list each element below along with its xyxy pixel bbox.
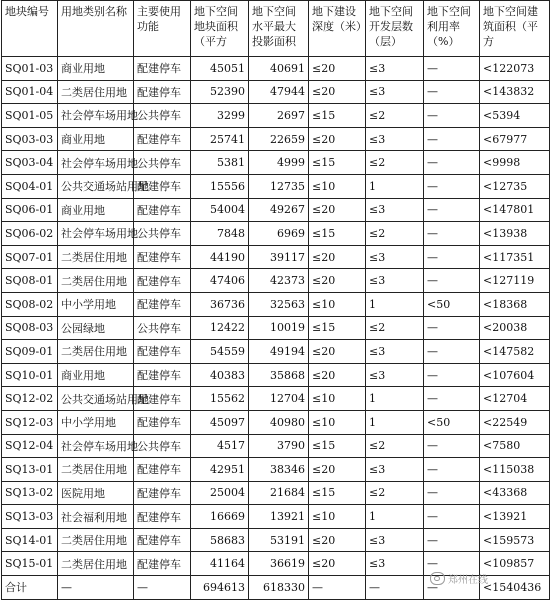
- table-cell: —: [58, 576, 134, 600]
- table-cell: —: [424, 552, 480, 576]
- table-cell: 4517: [191, 434, 249, 458]
- table-cell: <18368: [480, 292, 550, 316]
- table-row: [2, 57, 550, 81]
- table-cell: 医院用地: [58, 481, 134, 505]
- table-cell: 10019: [249, 316, 309, 340]
- table-cell: 5381: [191, 151, 249, 175]
- table-cell: ≤3: [366, 340, 424, 364]
- table-cell: ≤3: [366, 269, 424, 293]
- table-cell: 35868: [249, 363, 309, 387]
- table-cell: SQ13-02: [2, 481, 58, 505]
- table-cell: 15562: [191, 387, 249, 411]
- table-row: [2, 104, 550, 128]
- table-body: [2, 57, 550, 600]
- table-cell: 商业用地: [58, 198, 134, 222]
- table-cell: —: [424, 151, 480, 175]
- table-row: [2, 410, 550, 434]
- table-header-row: [2, 1, 550, 57]
- table-cell: 配建停车: [134, 552, 191, 576]
- table-cell: ≤20: [309, 269, 366, 293]
- table-cell: 配建停车: [134, 174, 191, 198]
- table-cell: SQ06-01: [2, 198, 58, 222]
- table-cell: 15556: [191, 174, 249, 198]
- table-cell: 1: [366, 292, 424, 316]
- table-cell: <67977: [480, 127, 550, 151]
- column-header: 用地类别名称: [58, 1, 134, 57]
- table-cell: 694613: [191, 576, 249, 600]
- table-cell: 公共交通场站用地: [58, 387, 134, 411]
- table-cell: —: [424, 104, 480, 128]
- table-cell: SQ04-01: [2, 174, 58, 198]
- table-cell: <50: [424, 410, 480, 434]
- table-cell: 二类居住用地: [58, 80, 134, 104]
- table-cell: 45097: [191, 410, 249, 434]
- table-cell: ≤20: [309, 528, 366, 552]
- table-cell: SQ12-03: [2, 410, 58, 434]
- table-cell: <109857: [480, 552, 550, 576]
- table-cell: 配建停车: [134, 410, 191, 434]
- table-cell: —: [134, 576, 191, 600]
- column-header: 地下空间建筑面积（平方: [480, 1, 550, 57]
- table-cell: —: [424, 505, 480, 529]
- table-cell: 二类居住用地: [58, 528, 134, 552]
- table-cell: —: [424, 387, 480, 411]
- table-cell: 配建停车: [134, 363, 191, 387]
- column-header: 地块编号: [2, 1, 58, 57]
- table-cell: ≤20: [309, 340, 366, 364]
- table-cell: 商业用地: [58, 127, 134, 151]
- table-cell: —: [424, 458, 480, 482]
- table-cell: 社会停车场用地: [58, 222, 134, 246]
- table-cell: SQ08-03: [2, 316, 58, 340]
- watermark-text: 郑州在线: [448, 575, 488, 586]
- table-cell: 6969: [249, 222, 309, 246]
- table-cell: —: [424, 528, 480, 552]
- table-cell: <43368: [480, 481, 550, 505]
- table-row: [2, 363, 550, 387]
- table-cell: <107604: [480, 363, 550, 387]
- table-cell: ≤20: [309, 127, 366, 151]
- table-cell: ≤10: [309, 387, 366, 411]
- table-cell: ≤10: [309, 505, 366, 529]
- table-cell: 49194: [249, 340, 309, 364]
- table-cell: —: [424, 269, 480, 293]
- table-cell: 配建停车: [134, 198, 191, 222]
- table-cell: ≤20: [309, 552, 366, 576]
- land-parcel-table: [1, 0, 550, 600]
- table-cell: ≤15: [309, 222, 366, 246]
- column-header: 地下空间利用率（%）: [424, 1, 480, 57]
- table-cell: SQ12-02: [2, 387, 58, 411]
- column-header: 主要使用功能: [134, 1, 191, 57]
- table-cell: SQ14-01: [2, 528, 58, 552]
- table-cell: 47944: [249, 80, 309, 104]
- table-cell: <7580: [480, 434, 550, 458]
- table-cell: <115038: [480, 458, 550, 482]
- table-cell: <20038: [480, 316, 550, 340]
- table-cell: 1: [366, 174, 424, 198]
- table-cell: 配建停车: [134, 481, 191, 505]
- table-cell: 47406: [191, 269, 249, 293]
- table-cell: 44190: [191, 245, 249, 269]
- table-cell: 53191: [249, 528, 309, 552]
- table-row: [2, 528, 550, 552]
- table-cell: ≤10: [309, 174, 366, 198]
- table-cell: 7848: [191, 222, 249, 246]
- table-cell: ≤2: [366, 481, 424, 505]
- table-cell: 二类居住用地: [58, 552, 134, 576]
- table-row: [2, 387, 550, 411]
- table-cell: 配建停车: [134, 127, 191, 151]
- table-row: [2, 198, 550, 222]
- table-cell: ≤3: [366, 198, 424, 222]
- table-cell: 1: [366, 387, 424, 411]
- table-cell: SQ13-03: [2, 505, 58, 529]
- table-cell: —: [424, 174, 480, 198]
- table-cell: 公园绿地: [58, 316, 134, 340]
- table-row: [2, 127, 550, 151]
- table-cell: SQ01-04: [2, 80, 58, 104]
- table-cell: 12735: [249, 174, 309, 198]
- table-row: [2, 269, 550, 293]
- table-cell: —: [424, 481, 480, 505]
- table-cell: ≤3: [366, 528, 424, 552]
- table-cell: 公共停车: [134, 104, 191, 128]
- table-cell: ≤2: [366, 222, 424, 246]
- table-cell: ≤2: [366, 151, 424, 175]
- table-cell: 25741: [191, 127, 249, 151]
- table-cell: 4999: [249, 151, 309, 175]
- table-cell: 二类居住用地: [58, 269, 134, 293]
- table-cell: 25004: [191, 481, 249, 505]
- table-cell: —: [424, 363, 480, 387]
- table-cell: SQ01-05: [2, 104, 58, 128]
- table-cell: 二类居住用地: [58, 340, 134, 364]
- table-cell: SQ10-01: [2, 363, 58, 387]
- table-cell: SQ08-02: [2, 292, 58, 316]
- table-cell: 中小学用地: [58, 410, 134, 434]
- table-cell: SQ09-01: [2, 340, 58, 364]
- table-cell: 社会停车场用地: [58, 104, 134, 128]
- table-cell: ≤3: [366, 80, 424, 104]
- table-cell: 公共停车: [134, 434, 191, 458]
- table-cell: ≤3: [366, 245, 424, 269]
- table-cell: 2697: [249, 104, 309, 128]
- table-cell: 商业用地: [58, 363, 134, 387]
- table-cell: 22659: [249, 127, 309, 151]
- table-cell: 1: [366, 505, 424, 529]
- table-cell: —: [424, 80, 480, 104]
- table-cell: SQ07-01: [2, 245, 58, 269]
- table-cell: 21684: [249, 481, 309, 505]
- table-cell: 配建停车: [134, 57, 191, 81]
- table-cell: ≤20: [309, 57, 366, 81]
- table-cell: 38346: [249, 458, 309, 482]
- table-cell: —: [309, 576, 366, 600]
- table-cell: —: [366, 576, 424, 600]
- table-cell: ≤15: [309, 104, 366, 128]
- table-cell: 二类居住用地: [58, 458, 134, 482]
- table-cell: ≤15: [309, 151, 366, 175]
- table-cell: 公共交通场站用地: [58, 174, 134, 198]
- table-cell: —: [424, 57, 480, 81]
- table-cell: ≤10: [309, 410, 366, 434]
- table-cell: ≤20: [309, 245, 366, 269]
- table-cell: 13921: [249, 505, 309, 529]
- table-cell: 配建停车: [134, 80, 191, 104]
- table-cell: —: [424, 198, 480, 222]
- table-cell: <127119: [480, 269, 550, 293]
- table-cell: 公共停车: [134, 151, 191, 175]
- table-cell: <147582: [480, 340, 550, 364]
- table-cell: ≤20: [309, 198, 366, 222]
- table-cell: ≤3: [366, 57, 424, 81]
- table-row: [2, 458, 550, 482]
- table-cell: ≤3: [366, 458, 424, 482]
- table-cell: —: [424, 434, 480, 458]
- table-row: [2, 505, 550, 529]
- table-cell: <12735: [480, 174, 550, 198]
- table-cell: ≤3: [366, 552, 424, 576]
- table-cell: —: [424, 316, 480, 340]
- table-cell: 36619: [249, 552, 309, 576]
- table-cell: <159573: [480, 528, 550, 552]
- table-cell: <13938: [480, 222, 550, 246]
- table-cell: 40383: [191, 363, 249, 387]
- table-cell: ≤2: [366, 104, 424, 128]
- column-header: 地下建设深度（米）: [309, 1, 366, 57]
- table-cell: ≤2: [366, 434, 424, 458]
- table-cell: ≤20: [309, 80, 366, 104]
- table-cell: <5394: [480, 104, 550, 128]
- table-row: [2, 222, 550, 246]
- table-cell: 40691: [249, 57, 309, 81]
- table-row: [2, 174, 550, 198]
- table-cell: 社会停车场用地: [58, 434, 134, 458]
- table-cell: <50: [424, 292, 480, 316]
- table-cell: ≤20: [309, 363, 366, 387]
- table-row: [2, 340, 550, 364]
- table-cell: ≤15: [309, 481, 366, 505]
- table-cell: SQ15-01: [2, 552, 58, 576]
- table-cell: <13921: [480, 505, 550, 529]
- total-row: [2, 576, 550, 600]
- table-row: [2, 151, 550, 175]
- table-cell: 配建停车: [134, 505, 191, 529]
- table-cell: ≤2: [366, 316, 424, 340]
- table-cell: <117351: [480, 245, 550, 269]
- table-row: [2, 292, 550, 316]
- table-cell: <22549: [480, 410, 550, 434]
- table-cell: ≤3: [366, 127, 424, 151]
- table-cell: 3790: [249, 434, 309, 458]
- table-cell: 54004: [191, 198, 249, 222]
- table-cell: —: [424, 222, 480, 246]
- table-cell: 58683: [191, 528, 249, 552]
- table-row: [2, 80, 550, 104]
- table-cell: 3299: [191, 104, 249, 128]
- table-cell: 32563: [249, 292, 309, 316]
- table-cell: 合计: [2, 576, 58, 600]
- table-cell: 52390: [191, 80, 249, 104]
- table-cell: 12422: [191, 316, 249, 340]
- table-row: [2, 434, 550, 458]
- table-row: [2, 481, 550, 505]
- table-cell: <122073: [480, 57, 550, 81]
- table-cell: 社会停车场用地: [58, 151, 134, 175]
- table-cell: —: [424, 576, 480, 600]
- table-cell: 配建停车: [134, 292, 191, 316]
- table-cell: ≤10: [309, 292, 366, 316]
- table-cell: 配建停车: [134, 340, 191, 364]
- table-cell: <147801: [480, 198, 550, 222]
- table-cell: 42373: [249, 269, 309, 293]
- table-row: [2, 245, 550, 269]
- table-cell: 公共停车: [134, 316, 191, 340]
- table-cell: SQ01-03: [2, 57, 58, 81]
- table-cell: 配建停车: [134, 387, 191, 411]
- table-cell: ≤20: [309, 458, 366, 482]
- table-cell: SQ12-04: [2, 434, 58, 458]
- table-cell: SQ06-02: [2, 222, 58, 246]
- table-cell: —: [424, 245, 480, 269]
- table-cell: 12704: [249, 387, 309, 411]
- table-cell: 二类居住用地: [58, 245, 134, 269]
- column-header: 地下空间水平最大投影面积: [249, 1, 309, 57]
- table-cell: —: [424, 127, 480, 151]
- table-cell: SQ13-01: [2, 458, 58, 482]
- table-cell: 配建停车: [134, 528, 191, 552]
- table-cell: SQ08-01: [2, 269, 58, 293]
- column-header: 地下空间开发层数（层）: [366, 1, 424, 57]
- table-row: [2, 316, 550, 340]
- table-cell: 商业用地: [58, 57, 134, 81]
- table-cell: 45051: [191, 57, 249, 81]
- table-cell: 42951: [191, 458, 249, 482]
- table-cell: <9998: [480, 151, 550, 175]
- table-cell: 配建停车: [134, 269, 191, 293]
- table-cell: 41164: [191, 552, 249, 576]
- table-cell: 618330: [249, 576, 309, 600]
- table-cell: <1540436: [480, 576, 550, 600]
- table-cell: 16669: [191, 505, 249, 529]
- table-cell: ≤15: [309, 434, 366, 458]
- table-cell: SQ03-03: [2, 127, 58, 151]
- table-cell: 49267: [249, 198, 309, 222]
- table-cell: SQ03-04: [2, 151, 58, 175]
- table-cell: <143832: [480, 80, 550, 104]
- column-header: 地下空间地块面积（平方: [191, 1, 249, 57]
- table-cell: —: [424, 340, 480, 364]
- table-cell: 配建停车: [134, 458, 191, 482]
- table-cell: <12704: [480, 387, 550, 411]
- table-cell: 40980: [249, 410, 309, 434]
- table-cell: ≤3: [366, 363, 424, 387]
- table-cell: ≤15: [309, 316, 366, 340]
- table-cell: 公共停车: [134, 222, 191, 246]
- table-cell: 39117: [249, 245, 309, 269]
- table-row: [2, 552, 550, 576]
- table-cell: 1: [366, 410, 424, 434]
- table-cell: 36736: [191, 292, 249, 316]
- table-cell: 中小学用地: [58, 292, 134, 316]
- table-cell: 54559: [191, 340, 249, 364]
- table-cell: 社会福利用地: [58, 505, 134, 529]
- table-cell: 配建停车: [134, 245, 191, 269]
